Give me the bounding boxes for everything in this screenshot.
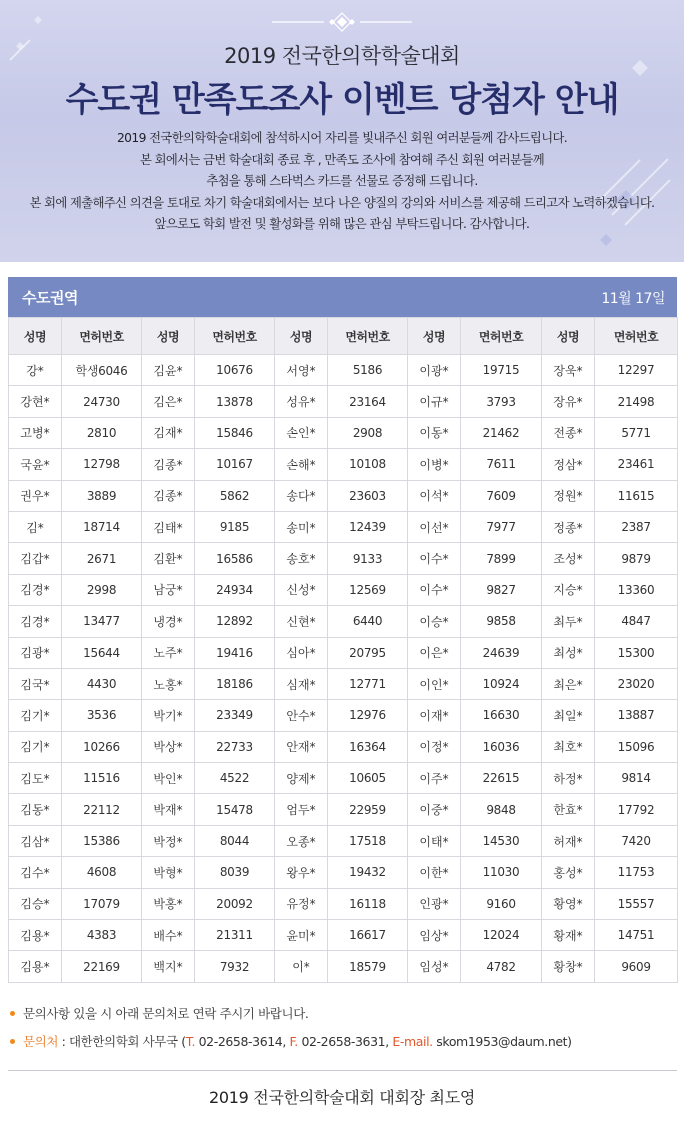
winner-name-cell: 지승*	[542, 574, 595, 605]
license-number-cell: 9609	[595, 951, 678, 982]
license-number-cell: 17079	[62, 888, 142, 919]
event-subtitle: 2019 전국한의학학술대회	[224, 44, 460, 68]
winner-name-cell: 이*	[275, 951, 328, 982]
license-number-cell: 23349	[195, 700, 275, 731]
license-number-cell: 12798	[62, 449, 142, 480]
contact-item	[10, 1028, 670, 1056]
winner-name-cell: 오종*	[275, 825, 328, 856]
winner-name-cell: 이주*	[408, 763, 461, 794]
license-column-header: 면허번호	[62, 318, 142, 355]
license-number-cell: 11615	[595, 480, 678, 511]
winner-name-cell: 양제*	[275, 763, 328, 794]
region-name: 수도권역	[22, 289, 78, 307]
table-header-row	[9, 318, 678, 355]
license-number-cell: 24639	[461, 637, 542, 668]
name-column-header: 성명	[542, 318, 595, 355]
winner-name-cell: 임성*	[408, 951, 461, 982]
license-number-cell: 10605	[328, 763, 408, 794]
license-number-cell: 12771	[328, 668, 408, 699]
divider	[8, 1070, 677, 1071]
table-row	[9, 543, 678, 574]
license-number-cell: 22169	[62, 951, 142, 982]
license-number-cell: 15846	[195, 417, 275, 448]
winner-name-cell: 신성*	[275, 574, 328, 605]
license-number-cell: 9858	[461, 606, 542, 637]
license-number-cell: 2671	[62, 543, 142, 574]
license-number-cell: 18186	[195, 668, 275, 699]
table-row	[9, 386, 678, 417]
license-number-cell: 4847	[595, 606, 678, 637]
winner-name-cell: 엄두*	[275, 794, 328, 825]
license-number-cell: 15557	[595, 888, 678, 919]
winner-name-cell: 이정*	[408, 731, 461, 762]
winner-name-cell: 김경*	[9, 606, 62, 637]
winner-name-cell: 이선*	[408, 511, 461, 542]
winner-name-cell: 박인*	[142, 763, 195, 794]
note-item	[10, 1000, 670, 1028]
winner-name-cell: 서영*	[275, 355, 328, 386]
contact-notes	[10, 1000, 670, 1056]
winner-name-cell: 김용*	[9, 920, 62, 951]
winner-name-cell: 손해*	[275, 449, 328, 480]
license-number-cell: 15300	[595, 637, 678, 668]
winner-name-cell: 이중*	[408, 794, 461, 825]
winner-name-cell: 전종*	[542, 417, 595, 448]
winner-name-cell: 이승*	[408, 606, 461, 637]
winner-name-cell: 이재*	[408, 700, 461, 731]
winner-name-cell: 김종*	[142, 449, 195, 480]
winner-name-cell: 박재*	[142, 794, 195, 825]
license-number-cell: 9160	[461, 888, 542, 919]
license-number-cell: 21498	[595, 386, 678, 417]
winner-name-cell: 홍성*	[542, 857, 595, 888]
winner-name-cell: 하정*	[542, 763, 595, 794]
license-number-cell: 5862	[195, 480, 275, 511]
table-row	[9, 763, 678, 794]
winner-name-cell: 이석*	[408, 480, 461, 511]
license-number-cell: 12024	[461, 920, 542, 951]
license-number-cell: 24730	[62, 386, 142, 417]
winner-name-cell: 최일*	[542, 700, 595, 731]
license-number-cell: 9848	[461, 794, 542, 825]
license-number-cell: 13887	[595, 700, 678, 731]
table-row	[9, 668, 678, 699]
license-number-cell: 12297	[595, 355, 678, 386]
license-number-cell: 6440	[328, 606, 408, 637]
winner-name-cell: 황재*	[542, 920, 595, 951]
note-text: 문의사항 있을 시 아래 문의처로 연락 주시기 바랍니다.	[23, 1006, 309, 1021]
winner-name-cell: 냉경*	[142, 606, 195, 637]
winner-name-cell: 김광*	[9, 637, 62, 668]
winner-name-cell: 심재*	[275, 668, 328, 699]
license-number-cell: 7420	[595, 825, 678, 856]
license-number-cell: 7611	[461, 449, 542, 480]
license-number-cell: 5186	[328, 355, 408, 386]
license-number-cell: 22733	[195, 731, 275, 762]
license-number-cell: 7609	[461, 480, 542, 511]
license-number-cell: 22959	[328, 794, 408, 825]
license-number-cell: 9814	[595, 763, 678, 794]
license-number-cell: 20092	[195, 888, 275, 919]
license-column-header: 면허번호	[195, 318, 275, 355]
winner-name-cell: 최은*	[542, 668, 595, 699]
license-number-cell: 11516	[62, 763, 142, 794]
license-number-cell: 10266	[62, 731, 142, 762]
winner-name-cell: 정삼*	[542, 449, 595, 480]
table-row	[9, 857, 678, 888]
license-number-cell: 10108	[328, 449, 408, 480]
winner-name-cell: 이동*	[408, 417, 461, 448]
license-number-cell: 23461	[595, 449, 678, 480]
license-number-cell: 14530	[461, 825, 542, 856]
license-number-cell: 10167	[195, 449, 275, 480]
license-number-cell: 16118	[328, 888, 408, 919]
announcement-line: 본 회에서는 금번 학술대회 종료 후 , 만족도 조사에 참여해 주신 회원 여러분들께	[140, 152, 544, 167]
winner-name-cell: 김동*	[9, 794, 62, 825]
winner-name-cell: 조성*	[542, 543, 595, 574]
bullet-icon	[10, 1011, 15, 1016]
page-title: 수도권 만족도조사 이벤트 당첨자 안내	[65, 80, 619, 120]
license-number-cell: 18714	[62, 511, 142, 542]
winner-name-cell: 박기*	[142, 700, 195, 731]
winners-table	[8, 317, 678, 983]
announcement-line: 앞으로도 학회 발전 및 활성화를 위해 많은 관심 부탁드립니다. 감사합니다.	[154, 217, 530, 231]
winner-name-cell: 배수*	[142, 920, 195, 951]
license-number-cell: 10676	[195, 355, 275, 386]
winner-name-cell: 유정*	[275, 888, 328, 919]
license-number-cell: 12439	[328, 511, 408, 542]
winner-name-cell: 김윤*	[142, 355, 195, 386]
winner-name-cell: 이한*	[408, 857, 461, 888]
license-number-cell: 12569	[328, 574, 408, 605]
winner-name-cell: 신현*	[275, 606, 328, 637]
table-row	[9, 794, 678, 825]
winner-name-cell: 강*	[9, 355, 62, 386]
contact-label: 문의처	[23, 1034, 59, 1049]
license-number-cell: 16630	[461, 700, 542, 731]
winner-name-cell: 한효*	[542, 794, 595, 825]
license-number-cell: 16036	[461, 731, 542, 762]
winner-name-cell: 김기*	[9, 700, 62, 731]
winner-name-cell: 최성*	[542, 637, 595, 668]
winner-name-cell: 강현*	[9, 386, 62, 417]
winner-name-cell: 고병*	[9, 417, 62, 448]
license-number-cell: 7899	[461, 543, 542, 574]
license-number-cell: 14751	[595, 920, 678, 951]
license-number-cell: 15478	[195, 794, 275, 825]
tel-number: 02-2658-3614,	[195, 1034, 290, 1049]
winner-name-cell: 임상*	[408, 920, 461, 951]
license-number-cell: 3793	[461, 386, 542, 417]
winner-name-cell: 최두*	[542, 606, 595, 637]
license-number-cell: 12892	[195, 606, 275, 637]
license-number-cell: 19416	[195, 637, 275, 668]
signature-line: 2019 전국한의학술대회 대회장 최도영	[208, 1088, 476, 1107]
winner-name-cell: 이병*	[408, 449, 461, 480]
license-number-cell: 24934	[195, 574, 275, 605]
winner-name-cell: 송미*	[275, 511, 328, 542]
license-number-cell: 4608	[62, 857, 142, 888]
license-number-cell: 21311	[195, 920, 275, 951]
winner-name-cell: 성유*	[275, 386, 328, 417]
license-number-cell: 13477	[62, 606, 142, 637]
winner-name-cell: 백지*	[142, 951, 195, 982]
license-column-header: 면허번호	[595, 318, 678, 355]
license-number-cell: 19432	[328, 857, 408, 888]
license-number-cell: 21462	[461, 417, 542, 448]
license-number-cell: 4782	[461, 951, 542, 982]
license-number-cell: 23164	[328, 386, 408, 417]
winner-name-cell: 윤미*	[275, 920, 328, 951]
table-row	[9, 355, 678, 386]
winner-name-cell: 박상*	[142, 731, 195, 762]
winner-name-cell: 김환*	[142, 543, 195, 574]
license-number-cell: 15386	[62, 825, 142, 856]
license-column-header: 면허번호	[328, 318, 408, 355]
license-number-cell: 16364	[328, 731, 408, 762]
fax-number: 02-2658-3631,	[297, 1034, 393, 1049]
table-row	[9, 606, 678, 637]
announcement-line: 2019 전국한의학학술대회에 참석하시어 자리를 빛내주신 회원 여러분들께 감사드립니다.	[116, 131, 568, 145]
table-row	[9, 888, 678, 919]
license-number-cell: 10924	[461, 668, 542, 699]
winner-name-cell: 황영*	[542, 888, 595, 919]
license-number-cell: 18579	[328, 951, 408, 982]
email-address[interactable]: skom1953@daum.net)	[432, 1034, 572, 1049]
event-date: 11월 17일	[601, 291, 665, 307]
winner-name-cell: 국윤*	[9, 449, 62, 480]
table-row	[9, 574, 678, 605]
ornament-icon	[272, 11, 412, 33]
winner-name-cell: 이수*	[408, 574, 461, 605]
region-header	[8, 277, 677, 317]
winner-name-cell: 이규*	[408, 386, 461, 417]
winner-name-cell: 김은*	[142, 386, 195, 417]
table-row	[9, 449, 678, 480]
license-number-cell: 9879	[595, 543, 678, 574]
winner-name-cell: 김경*	[9, 574, 62, 605]
winner-name-cell: 이은*	[408, 637, 461, 668]
license-column-header: 면허번호	[461, 318, 542, 355]
winner-name-cell: 노홍*	[142, 668, 195, 699]
winner-name-cell: 김재*	[142, 417, 195, 448]
header-banner	[0, 0, 684, 262]
winner-name-cell: 김종*	[142, 480, 195, 511]
name-column-header: 성명	[408, 318, 461, 355]
winner-name-cell: 김태*	[142, 511, 195, 542]
table-row	[9, 951, 678, 982]
license-number-cell: 13878	[195, 386, 275, 417]
winner-name-cell: 박형*	[142, 857, 195, 888]
winner-name-cell: 권우*	[9, 480, 62, 511]
announcement-line: 본 회에 제출해주신 의견을 토대로 차기 학술대회에서는 보다 나은 양질의 강의와 서비스를 제공해 드리고자 노력하겠습니다.	[29, 195, 655, 210]
winner-name-cell: 김삼*	[9, 825, 62, 856]
winner-name-cell: 김갑*	[9, 543, 62, 574]
winners-table-section	[8, 277, 677, 983]
table-row	[9, 700, 678, 731]
license-number-cell: 9133	[328, 543, 408, 574]
license-number-cell: 4383	[62, 920, 142, 951]
email-label: E-mail.	[392, 1034, 433, 1049]
winner-name-cell: 정종*	[542, 511, 595, 542]
license-number-cell: 12976	[328, 700, 408, 731]
winner-name-cell: 안수*	[275, 700, 328, 731]
license-number-cell: 17792	[595, 794, 678, 825]
winner-name-cell: 이인*	[408, 668, 461, 699]
winner-name-cell: 박정*	[142, 825, 195, 856]
license-number-cell: 19715	[461, 355, 542, 386]
winner-name-cell: 김*	[9, 511, 62, 542]
license-number-cell: 학생6046	[62, 355, 142, 386]
winner-name-cell: 김용*	[9, 951, 62, 982]
license-number-cell: 8044	[195, 825, 275, 856]
winner-name-cell: 김도*	[9, 763, 62, 794]
license-number-cell: 20795	[328, 637, 408, 668]
license-number-cell: 2908	[328, 417, 408, 448]
winner-name-cell: 인광*	[408, 888, 461, 919]
table-row	[9, 637, 678, 668]
license-number-cell: 13360	[595, 574, 678, 605]
license-number-cell: 2387	[595, 511, 678, 542]
license-number-cell: 2810	[62, 417, 142, 448]
bullet-icon	[10, 1039, 15, 1044]
license-number-cell: 9827	[461, 574, 542, 605]
license-number-cell: 7932	[195, 951, 275, 982]
license-number-cell: 4430	[62, 668, 142, 699]
name-column-header: 성명	[9, 318, 62, 355]
fax-label: F.	[289, 1034, 298, 1049]
winner-name-cell: 이광*	[408, 355, 461, 386]
license-number-cell: 15644	[62, 637, 142, 668]
license-number-cell: 4522	[195, 763, 275, 794]
table-row	[9, 511, 678, 542]
license-number-cell: 11753	[595, 857, 678, 888]
winner-name-cell: 손인*	[275, 417, 328, 448]
winner-name-cell: 노주*	[142, 637, 195, 668]
license-number-cell: 3536	[62, 700, 142, 731]
table-row	[9, 417, 678, 448]
license-number-cell: 9185	[195, 511, 275, 542]
winner-name-cell: 장욱*	[542, 355, 595, 386]
winner-name-cell: 박홍*	[142, 888, 195, 919]
license-number-cell: 8039	[195, 857, 275, 888]
name-column-header: 성명	[275, 318, 328, 355]
license-number-cell: 2998	[62, 574, 142, 605]
winner-name-cell: 최호*	[542, 731, 595, 762]
license-number-cell: 16617	[328, 920, 408, 951]
winner-name-cell: 남궁*	[142, 574, 195, 605]
contact-org: : 대한한의학회 사무국 (	[58, 1034, 186, 1049]
name-column-header: 성명	[142, 318, 195, 355]
winner-name-cell: 허재*	[542, 825, 595, 856]
winner-name-cell: 송호*	[275, 543, 328, 574]
winner-name-cell: 장유*	[542, 386, 595, 417]
winner-name-cell: 김기*	[9, 731, 62, 762]
license-number-cell: 17518	[328, 825, 408, 856]
winner-name-cell: 송다*	[275, 480, 328, 511]
winner-name-cell: 김승*	[9, 888, 62, 919]
winner-name-cell: 이수*	[408, 543, 461, 574]
winner-name-cell: 정원*	[542, 480, 595, 511]
license-number-cell: 23603	[328, 480, 408, 511]
winner-name-cell: 이태*	[408, 825, 461, 856]
winner-name-cell: 김국*	[9, 668, 62, 699]
license-number-cell: 23020	[595, 668, 678, 699]
tel-label: T.	[185, 1034, 196, 1049]
license-number-cell: 16586	[195, 543, 275, 574]
license-number-cell: 5771	[595, 417, 678, 448]
winner-name-cell: 왕우*	[275, 857, 328, 888]
table-row	[9, 731, 678, 762]
license-number-cell: 3889	[62, 480, 142, 511]
winner-name-cell: 심아*	[275, 637, 328, 668]
winner-name-cell: 안재*	[275, 731, 328, 762]
announcement-text	[0, 128, 684, 236]
table-row	[9, 825, 678, 856]
license-number-cell: 11030	[461, 857, 542, 888]
winner-name-cell: 김수*	[9, 857, 62, 888]
table-row	[9, 920, 678, 951]
winner-name-cell: 황창*	[542, 951, 595, 982]
license-number-cell: 15096	[595, 731, 678, 762]
announcement-line: 추첨을 통해 스타벅스 카드를 선물로 증정해 드립니다.	[206, 174, 478, 188]
table-row	[9, 480, 678, 511]
license-number-cell: 7977	[461, 511, 542, 542]
license-number-cell: 22615	[461, 763, 542, 794]
license-number-cell: 22112	[62, 794, 142, 825]
